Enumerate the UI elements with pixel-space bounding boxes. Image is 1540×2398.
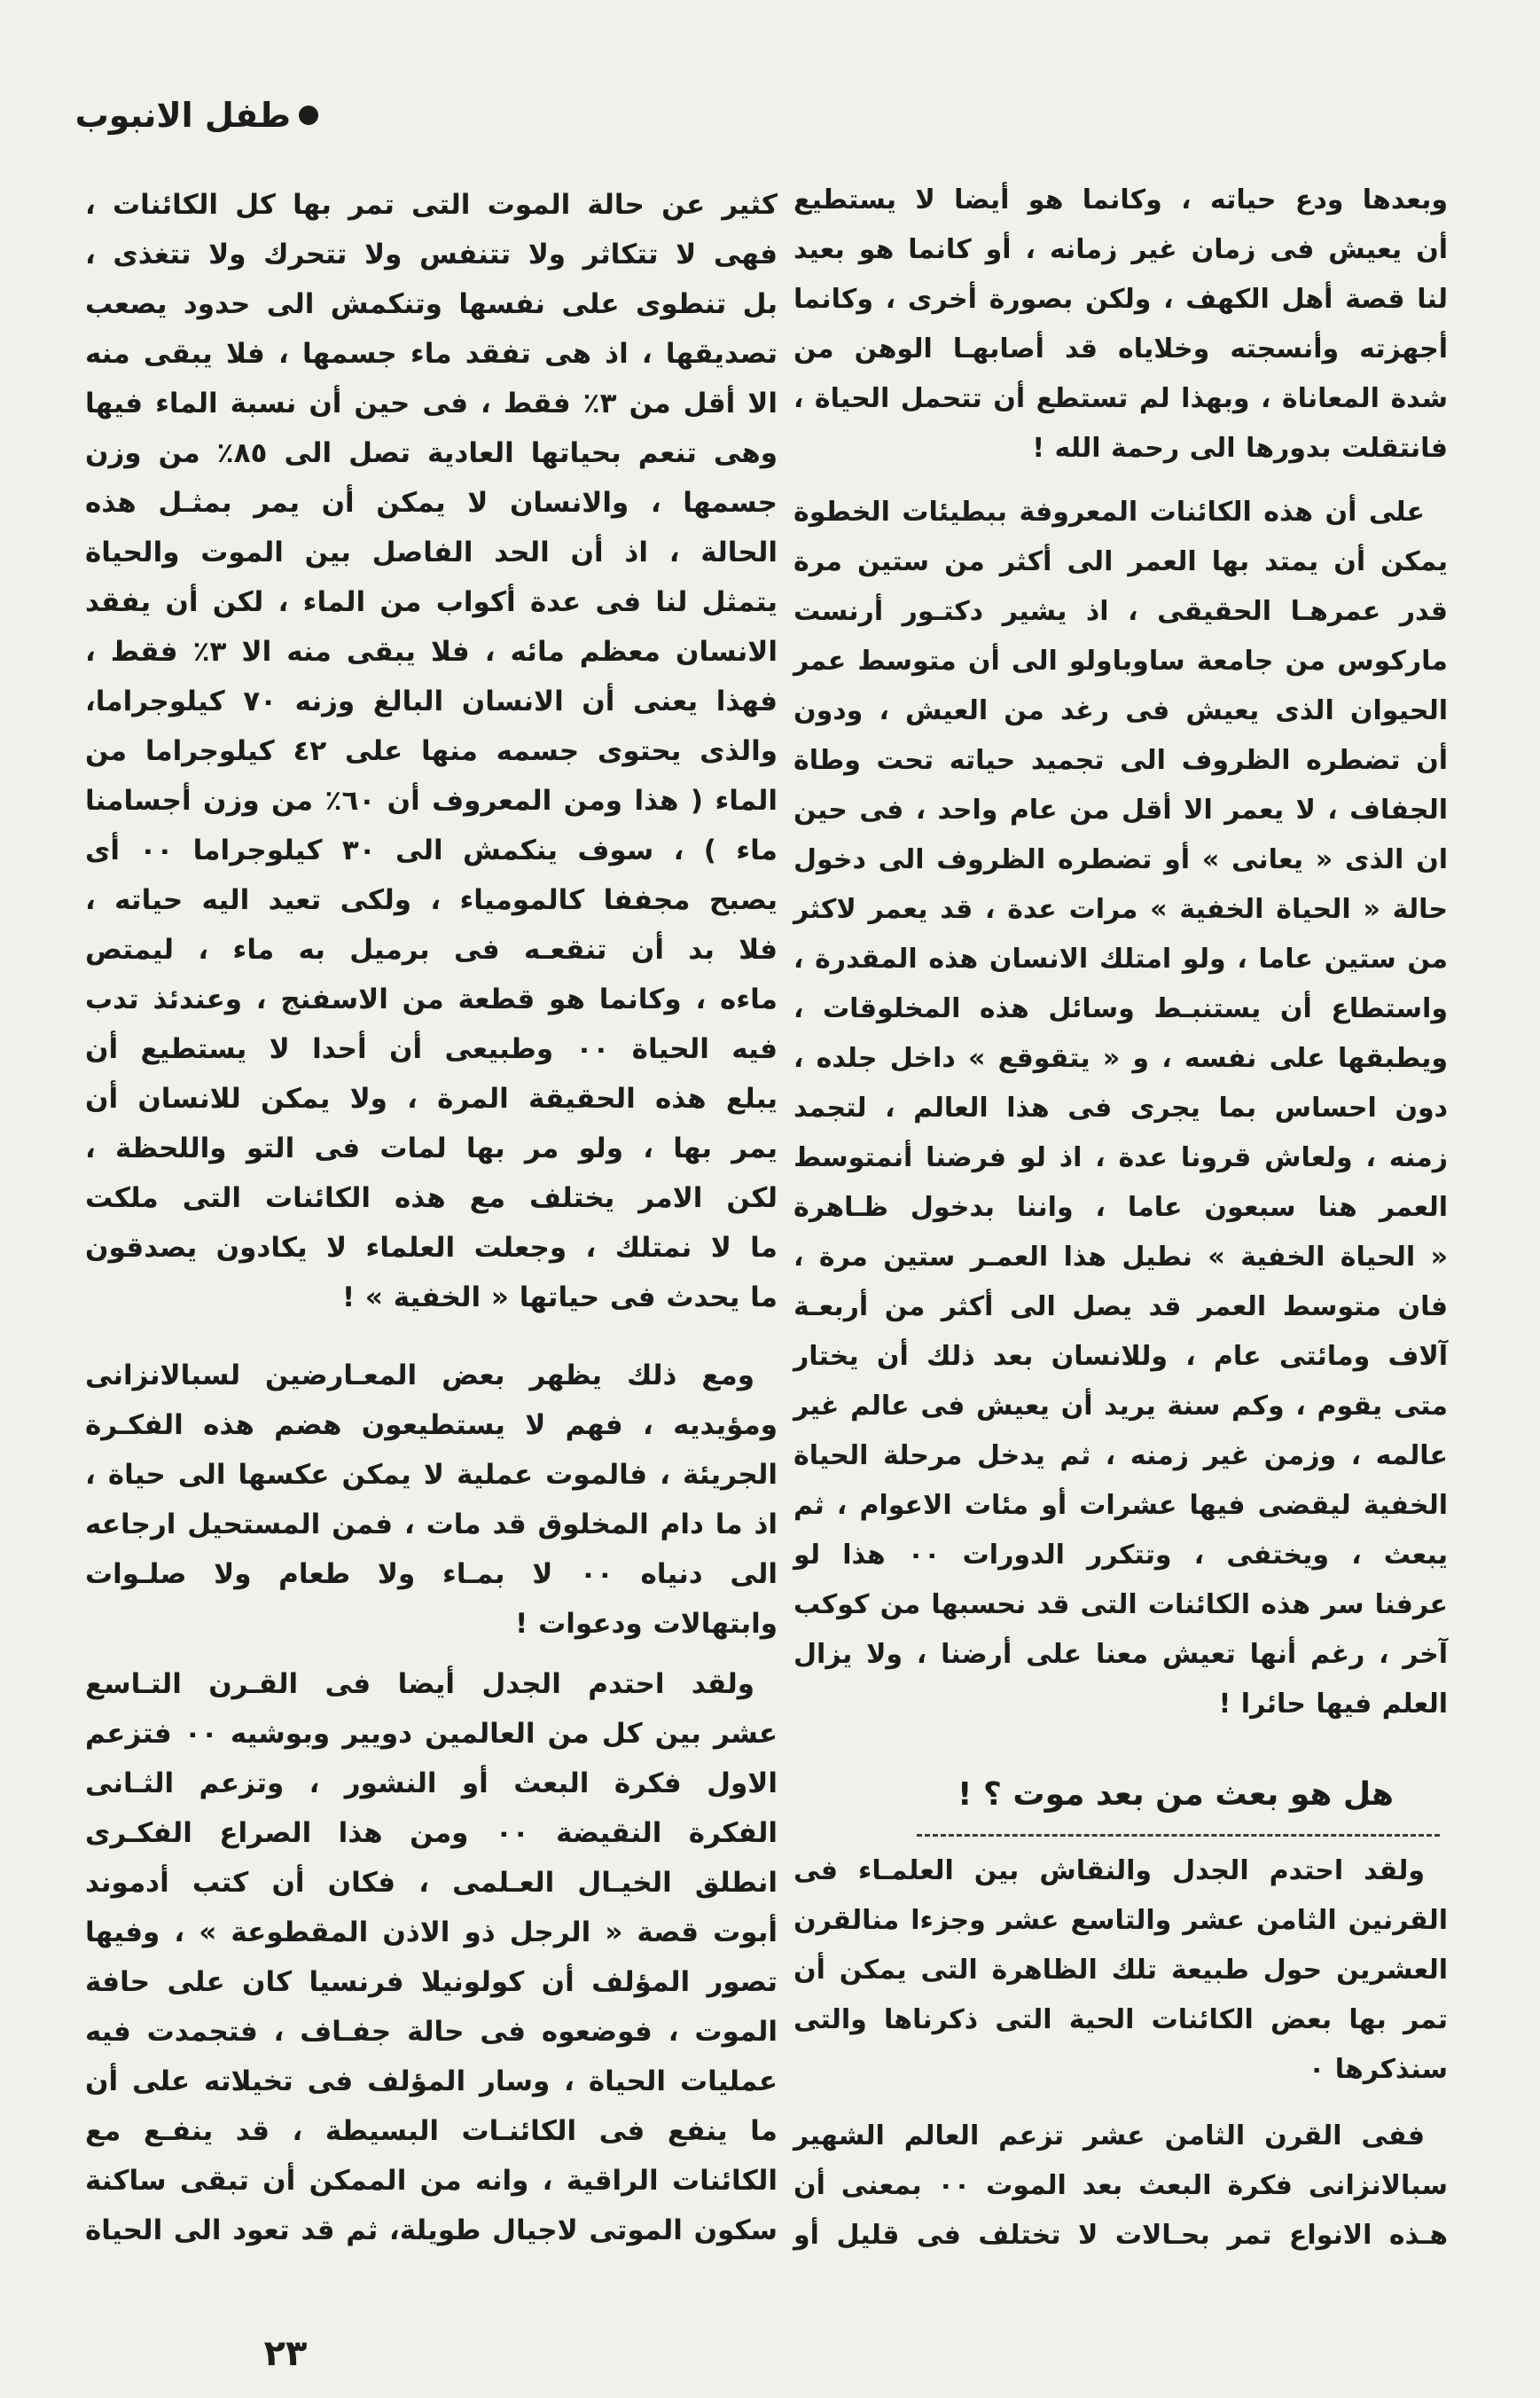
paragraph: [85, 180, 778, 1322]
text-line: ومع ذلك يظهر بعض المعـارضين لسبالانزانى: [85, 1360, 754, 1391]
text-line: الحالة ، اذ أن الحد الفاصل بين الموت والحياة: [85, 537, 778, 568]
text-line: ما لا نمتلك ، وجعلت العلماء لا يكادون يصدقون: [85, 1232, 778, 1264]
text-line: تصديقها ، اذ هى تفقد ماء جسمها ، فلا يبقى منه: [85, 338, 778, 370]
text-line: فيه الحياة ٠٠ وطبيعى أن أحدا لا يستطيع أن: [85, 1033, 778, 1065]
text-line: ولقد احتدم الجدل أيضا فى القـرن التـاسع: [85, 1668, 754, 1700]
text-line: الجفاف ، لا يعمر الا أقل من عام واحد ، فى حين: [793, 795, 1448, 826]
text-line: آلاف ومائتى عام ، وللانسان بعد ذلك أن يختار: [793, 1341, 1448, 1372]
text-line: والذى يحتوى جسمه منها على ٤٢ كيلوجراما من: [85, 735, 778, 767]
text-line: قدر عمرهـا الحقيقى ، اذ يشير دكتـور أرنست: [793, 596, 1448, 627]
text-line: ماءه ، وكانما هو قطعة من الاسفنج ، وعندئذ تدب: [85, 983, 778, 1015]
text-line: ماركوس من جامعة ساوباولو الى أن متوسط عمر: [793, 646, 1448, 677]
text-line: العمر هنا سبعون عاما ، واننا بدخول ظـاهرة: [793, 1192, 1448, 1223]
text-line: القرنين الثامن عشر والتاسع عشر وجزءا منالقرن: [793, 1905, 1448, 1936]
text-line: الاول فكرة البعث أو النشور ، وتزعم الثـانى: [85, 1767, 778, 1799]
text-line: على أن هذه الكائنات المعروفة ببطيئات الخطوة: [793, 497, 1425, 528]
text-line: الى دنياه ٠٠ لا بمـاء ولا طعام ولا صلـوات: [85, 1558, 778, 1590]
text-line: فهذا يعنى أن الانسان البالغ وزنه ٧٠ كيلوجراما،: [85, 686, 778, 717]
text-line: ما ينفع فى الكائنـات البسيطة ، قد ينفـع مع: [85, 2115, 778, 2147]
text-line: متى يقوم ، وكم سنة يريد أن يعيش فى عالم غير: [793, 1391, 1448, 1422]
text-line: فانتقلت بدورها الى رحمة الله !: [1032, 433, 1448, 464]
text-line: سكون الموتى لاجيال طويلة، ثم قد تعود الى الحياة: [85, 2214, 778, 2246]
paragraph: [793, 2112, 1448, 2261]
text-line: عالمه ، وزمن غير زمنه ، ثم يدخل مرحلة الحياة: [793, 1440, 1448, 1471]
page-number: ٢٣: [263, 2333, 308, 2374]
text-line: فلا بد أن تنقعـه فى برميل به ماء ، ليمتص: [85, 934, 778, 966]
paragraph: [85, 1659, 778, 2255]
text-line: هـذه الانواع تمر بحـالات لا تختلف فى قليل أو: [793, 2220, 1448, 2251]
text-line: تمر بها بعض الكائنات الحية التى ذكرناها والتى: [793, 2004, 1448, 2035]
text-line: جسمها ، والانسان لا يمكن أن يمر بمثـل هذه: [85, 487, 778, 519]
text-line: أجهزته وأنسجته وخلاياه قد أصابهـا الوهن من: [793, 333, 1448, 364]
text-line: الفكرة النقيضة ٠٠ ومن هذا الصراع الفكـرى: [85, 1817, 778, 1849]
text-line: ان الذى « يعانى » أو تضطره الظروف الى دخول: [793, 844, 1448, 875]
text-line: يبعث ، ويختفى ، وتتكرر الدورات ٠٠ هذا لو: [793, 1540, 1448, 1571]
text-line: ما يحدث فى حياتها « الخفية » !: [341, 1281, 778, 1313]
paragraph: [793, 488, 1448, 1729]
text-line: واستطاع أن يستنبـط وسائل هذه المخلوقات ،: [793, 993, 1448, 1024]
text-line: سبالانزانى فكرة البعث بعد الموت ٠٠ بمعنى أن: [793, 2170, 1449, 2201]
text-line: لكن الامر يختلف مع هذه الكائنات التى ملكت: [85, 1182, 778, 1214]
text-line: تصور المؤلف أن كولونيلا فرنسيا كان على حافة: [85, 1966, 778, 1998]
text-line: اذ ما دام المخلوق قد مات ، فمن المستحيل ارجاعه: [85, 1509, 778, 1540]
heading-underline: [917, 1834, 1440, 1837]
text-line: أن تضطره الظروف الى تجميد حياته تحت وطاة: [793, 745, 1448, 776]
text-line: عمليات الحياة ، وسار المؤلف فى تخيلاته على أن: [85, 2065, 778, 2097]
text-line: الموت ، فوضعوه فى حالة جفـاف ، فتجمدت فيه: [85, 2016, 778, 2048]
text-line: ومؤيديه ، فهم لا يستطيعون هضم هذه الفكـرة: [85, 1409, 778, 1441]
section-heading: هل هو بعث من بعد موت ؟ !: [958, 1776, 1394, 1813]
text-line: الانسان معظم مائه ، فلا يبقى منه الا ٣٪ فقط ،: [85, 636, 778, 668]
text-line: ماء ) ، سوف ينكمش الى ٣٠ كيلوجراما ٠٠ أى: [85, 835, 778, 866]
text-line: يتمثل لنا فى عدة أكواب من الماء ، لكن أن يفقد: [85, 586, 778, 618]
text-line: سنذكرها ٠: [1308, 2054, 1448, 2085]
paragraph: [793, 1846, 1448, 2095]
text-line: بل تنطوى على نفسها وتنكمش الى حدود يصعب: [85, 288, 778, 320]
text-line: الكائنات الراقية ، وانه من الممكن أن تبقى ساكنة: [85, 2165, 778, 2197]
text-line: ففى القرن الثامن عشر تزعم العالم الشهير: [793, 2120, 1425, 2151]
text-line: عشر بين كل من العالمين دويير وبوشيه ٠٠ فتزعم: [85, 1718, 778, 1750]
text-line: ولقد احتدم الجدل والنقاش بين العلمـاء فى: [793, 1855, 1425, 1886]
text-line: فهى لا تتكاثر ولا تتنفس ولا تتحرك ولا تتغذى ،: [85, 239, 778, 270]
paragraph: [85, 1351, 778, 1649]
text-line: وبعدها ودع حياته ، وكانما هو أيضا لا يستطيع: [793, 184, 1448, 216]
text-line: انطلق الخيـال العـلمى ، فكان أن كتب أدموند: [85, 1867, 778, 1899]
text-line: الخفية ليقضى فيها عشرات أو مئات الاعوام ، ثم: [793, 1490, 1448, 1521]
text-line: الجريئة ، فالموت عملية لا يمكن عكسها الى حياة ،: [85, 1459, 778, 1491]
text-line: أن يعيش فى زمان غير زمانه ، أو كانما هو بعيد: [793, 234, 1448, 265]
text-line: وهى تنعم بحياتها العادية تصل الى ٨٥٪ من وزن: [85, 437, 778, 469]
text-line: ويطبقها على نفسه ، و « يتقوقع » داخل جلده ،: [793, 1043, 1448, 1074]
left-column: [74, 0, 778, 2398]
text-line: عرفنا سر هذه الكائنات التى قد نحسبها من كوكب: [793, 1589, 1448, 1620]
text-line: أبوت قصة « الرجل ذو الاذن المقطوعة » ، وفيها: [85, 1916, 778, 1948]
running-header: طفل الانبوب: [74, 96, 291, 135]
text-line: فان متوسط العمر قد يصل الى أكثر من أربعـة: [793, 1291, 1448, 1322]
text-line: الا أقل من ٣٪ فقط ، فى حين أن نسبة الماء فيها: [85, 388, 778, 419]
text-line: دون احساس بما يجرى فى هذا العالم ، لتجمد: [793, 1093, 1448, 1124]
text-line: زمنه ، ولعاش قرونا عدة ، اذ لو فرضنا أنمتوسط: [793, 1142, 1448, 1173]
text-line: يبلع هذه الحقيقة المرة ، ولا يمكن للانسان أن: [85, 1083, 778, 1115]
text-line: يصبح مجففا كالمومياء ، ولكى تعيد اليه حياته ،: [85, 884, 778, 916]
text-line: يمكن أن يمتد بها العمر الى أكثر من ستين مرة: [793, 546, 1448, 577]
text-line: لنا قصة أهل الكهف ، ولكن بصورة أخرى ، وكانما: [793, 284, 1448, 315]
text-line: العلم فيها حائرا !: [1218, 1689, 1448, 1720]
text-line: الماء ( هذا ومن المعروف أن ٦٠٪ من وزن أجسامنا: [85, 785, 778, 817]
text-line: كثير عن حالة الموت التى تمر بها كل الكائنات ،: [85, 189, 778, 221]
text-line: الحيوان الذى يعيش فى رغد من العيش ، ودون: [793, 695, 1448, 726]
text-line: آخر ، رغم أنها تعيش معنا على أرضنا ، ولا يزال: [793, 1639, 1448, 1670]
text-line: « الحياة الخفية » نطيل هذا العمـر ستين مرة ،: [793, 1242, 1448, 1273]
text-line: وابتهالات ودعوات !: [515, 1608, 778, 1640]
text-line: حالة « الحياة الخفية » مرات عدة ، قد يعمر لاكثر: [793, 894, 1448, 925]
text-line: يمر بها ، ولو مر بها لمات فى التو واللحظة ،: [85, 1132, 778, 1164]
text-line: من ستين عاما ، ولو امتلك الانسان هذه المقدرة ،: [793, 944, 1448, 975]
paragraph: [793, 176, 1448, 474]
right-column: [793, 0, 1448, 2398]
text-line: العشرين حول طبيعة تلك الظاهرة التى يمكن أن: [793, 1955, 1448, 1986]
text-line: شدة المعاناة ، وبهذا لم تستطع أن تتحمل الحياة ،: [793, 383, 1448, 414]
